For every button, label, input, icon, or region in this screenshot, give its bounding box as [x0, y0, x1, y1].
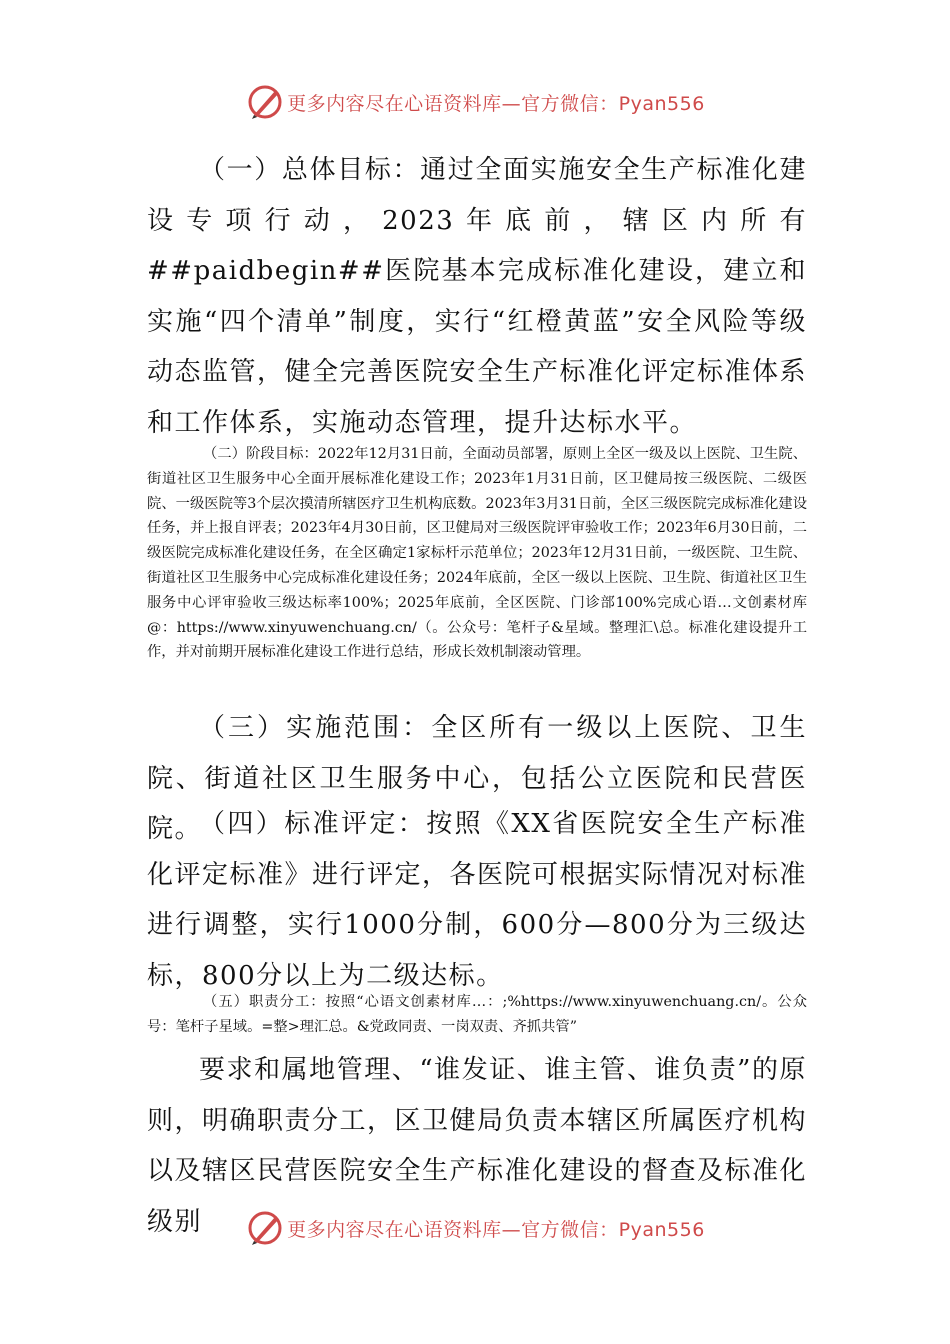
paragraph-responsibilities: （五）职责分工：按照“心语文创素材库…：;%https://www.xinyuwenchuang.cn/。公众号：笔杆子星域。=整>理汇总。&党政同责、一岗双责、齐抓共管” — [147, 994, 807, 1035]
watermark-banner-bottom — [0, 1208, 950, 1248]
paragraph-standard-evaluation: （四）标准评定：按照《XX省医院安全生产标准化评定标准》进行评定，各医院可根据实际情况对标准进行调整，实行1000分制，600分—800分为三级达标，800分以上为二级达标。 — [147, 809, 808, 991]
paragraph-stage-goal: （二）阶段目标：2022年12月31日前，全面动员部署，原则上全区一级及以上医院、卫生院、街道社区卫生服务中心全面开展标准化建设工作；2023年1月31日前，区卫健局按三级医院、二级医院、一级医院等3个层次摸清所辖医疗卫生机构底数。2023年3月31日前，全区三级医院完成标准化建设任务，并上报自评表；2023年4月30日前，区卫健局对三级医院评审验收工作；2023年6月30日前，二级医院完成标准化建设任务，在全区确定1家标杆示范单位；2023年12月31日前，一级医院、卫生院、街道社区卫生服务中心完成标准化建设任务；2024年底前，全区一级以上医院、卫生院、街道社区卫生服务中心评审验收三级达标率100%；2025年底前，全区医院、门诊部100%完成心语…文创素材库@：https://www.xinyuwenchuang.cn/（。公众号：笔杆子&星域。整理汇\总。标准化建设提升工作，并对前期开展标准化建设工作进行总结，形成长效机制滚动管理。 — [147, 446, 807, 661]
watermark-text: 更多内容尽在心语资料库—官方微信：Pyan556 — [287, 1218, 705, 1241]
watermark-text: 更多内容尽在心语资料库—官方微信：Pyan556 — [287, 92, 705, 115]
pen-circle-logo-icon — [245, 82, 285, 122]
watermark-banner-top — [0, 82, 950, 122]
paragraph-scope: （三）实施范围：全区所有一级以上医院、卫生院、街道社区卫生服务中心，包括公立医院和民营医院。 — [147, 713, 807, 844]
paragraph-overall-goal: （一）总体目标：通过全面实施安全生产标准化建设专项行动，2023年底前，辖区内所有##paidbegin##医院基本完成标准化建设，建立和实施“四个清单”制度，实行“红橙黄蓝”安全风险等级动态监管，健全完善医院安全生产标准化评定标准体系和工作体系，实施动态管理，提升达标水平。 — [147, 155, 808, 438]
pen-circle-logo-icon — [245, 1208, 285, 1248]
paragraph-responsibilities-continued: 要求和属地管理、“谁发证、谁主管、谁负责”的原则，明确职责分工，区卫健局负责本辖区所属医疗机构以及辖区民营医院安全生产标准化建设的督查及标准化级别 — [147, 1055, 808, 1237]
